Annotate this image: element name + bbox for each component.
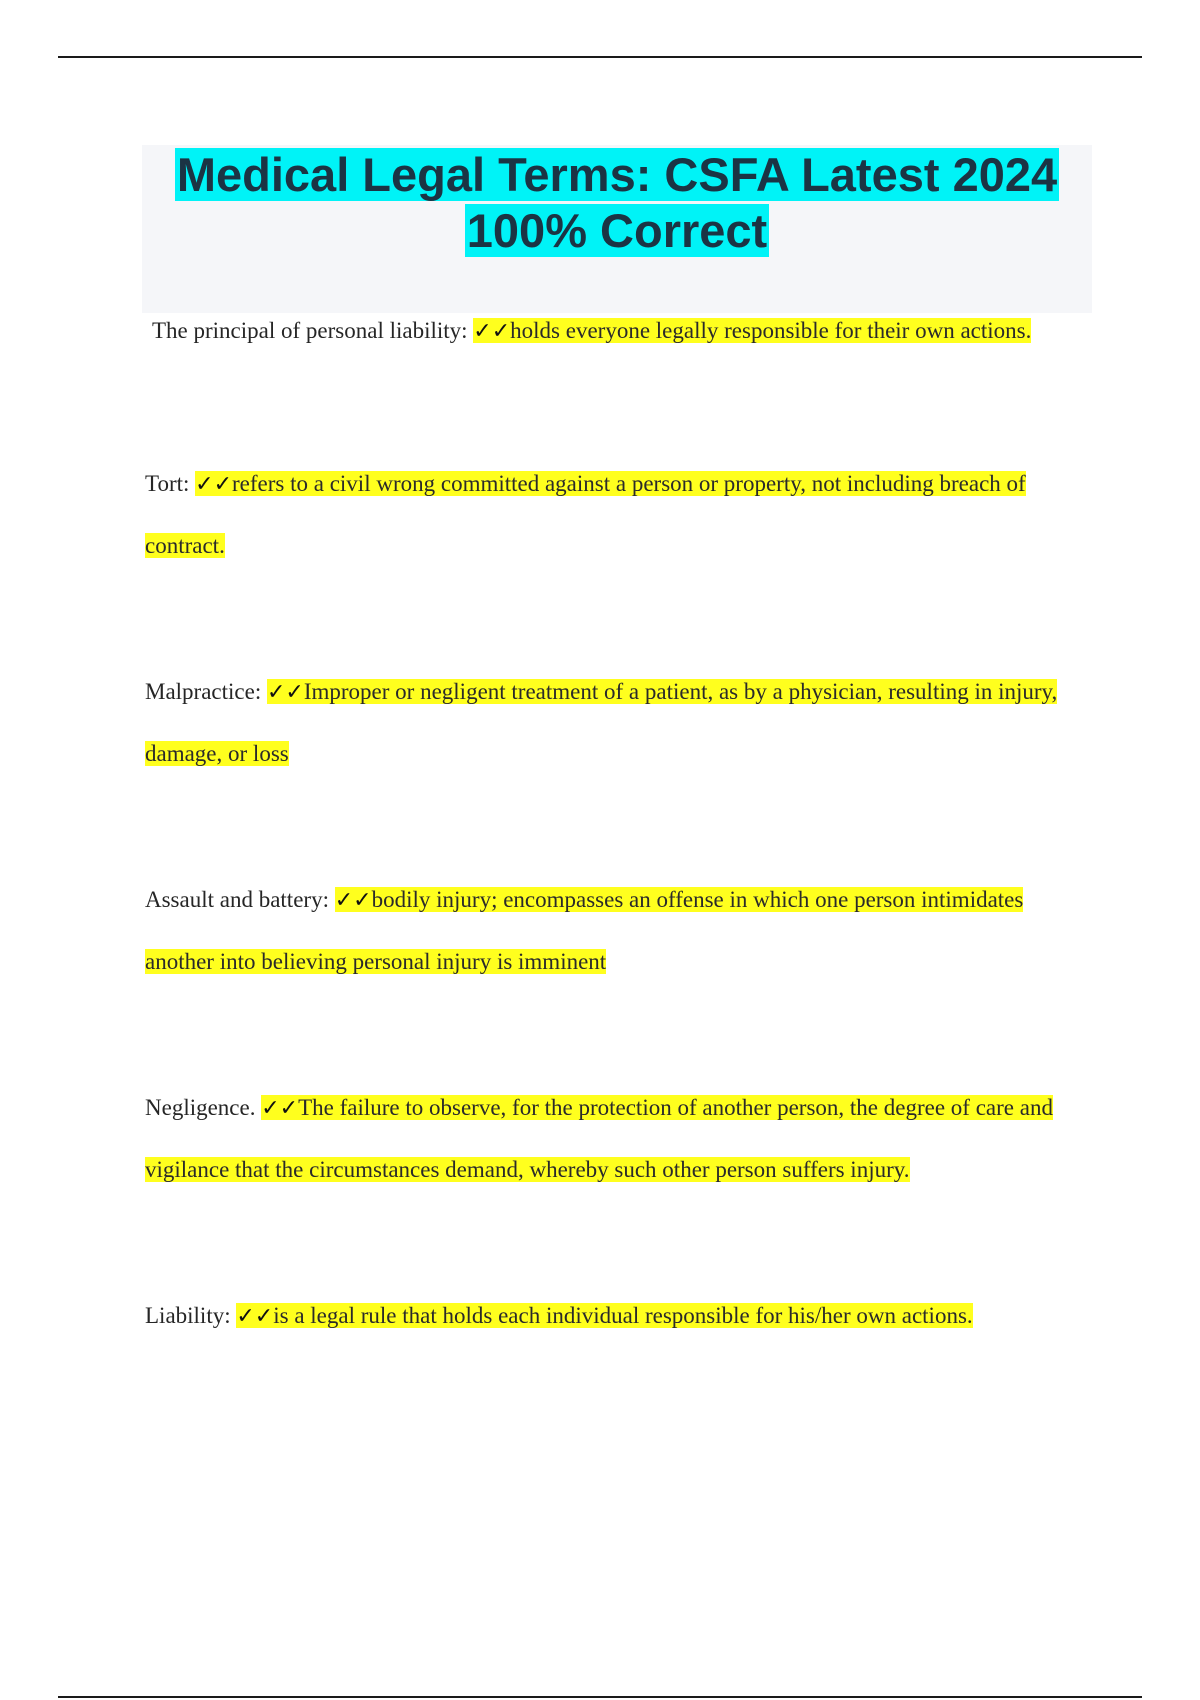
term-definition: The failure to observe, for the protection of another person, the degree of care and vigilance that the circumstances demand, whereby such other person suffers injury. <box>145 1095 1053 1182</box>
term-entry <box>145 453 1085 576</box>
term-definition: bodily injury; encompasses an offense in which one person intimidates another into believing personal injury is imminent <box>145 887 1024 974</box>
term-definition: Improper or negligent treatment of a patient, as by a physician, resulting in injury, damage, or loss <box>145 679 1058 766</box>
term-definition: holds everyone legally responsible for their own actions. <box>510 318 1032 343</box>
check-mark-icon: ✓✓ <box>236 1304 274 1329</box>
title-banner <box>142 145 1092 313</box>
document-title <box>142 145 1092 259</box>
term-label: Negligence. <box>145 1095 256 1120</box>
term-label: Liability: <box>145 1303 231 1328</box>
check-mark-icon: ✓✓ <box>195 472 233 497</box>
title-line-2: 100% Correct <box>466 204 768 257</box>
term-label: Tort: <box>145 471 190 496</box>
term-definition: refers to a civil wrong committed against a person or property, not including breach of contract. <box>145 471 1026 558</box>
title-line-1: Medical Legal Terms: CSFA Latest 2024 <box>176 148 1058 201</box>
check-mark-icon: ✓✓ <box>266 680 304 705</box>
check-mark-icon: ✓✓ <box>473 319 511 344</box>
check-mark-icon: ✓✓ <box>261 1096 299 1121</box>
term-entry <box>145 1077 1085 1200</box>
term-definition: is a legal rule that holds each individual responsible for his/her own actions. <box>273 1303 973 1328</box>
term-entry <box>152 300 1092 362</box>
check-mark-icon: ✓✓ <box>334 888 372 913</box>
bottom-rule <box>58 1696 1142 1698</box>
term-label: Malpractice: <box>145 679 262 704</box>
top-rule <box>58 56 1142 58</box>
term-label: Assault and battery: <box>145 887 329 912</box>
term-entry <box>145 869 1085 992</box>
term-label: The principal of personal liability: <box>152 318 468 343</box>
term-entry <box>145 1285 1085 1347</box>
term-entry <box>145 661 1085 784</box>
